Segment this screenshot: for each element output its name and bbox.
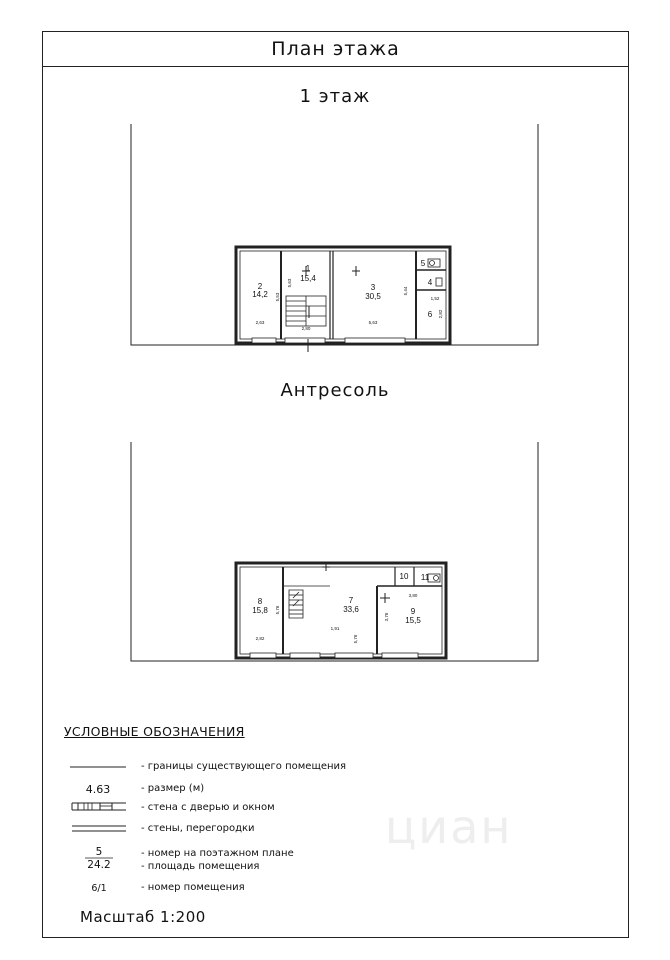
dimension-label: 5,44: [403, 286, 408, 296]
room-1-number: 1: [305, 264, 311, 273]
window: [252, 338, 276, 343]
dimension-label: 5,53: [275, 292, 280, 302]
room-2-area: 14,2: [252, 290, 268, 299]
legend-text-boundary: - границы существующего помещения: [141, 761, 347, 772]
door-marks: [322, 563, 390, 603]
window: [285, 338, 325, 343]
floor-1-plan: [131, 124, 538, 352]
dimension-label: 2,82: [438, 309, 443, 319]
dimension-label: 1,91: [330, 626, 340, 631]
cian-watermark: циан: [385, 800, 513, 854]
room-3-number: 3: [370, 283, 376, 292]
toilet-bowl-icon: [434, 576, 439, 581]
legend-title: УСЛОВНЫЕ ОБОЗНАЧЕНИЯ: [64, 724, 245, 739]
staircase: [289, 590, 303, 618]
legend-symbols: [70, 767, 126, 858]
room-1-area: 15,4: [300, 274, 316, 283]
room-8-area: 15,8: [252, 606, 268, 615]
dimension-label: 1,52: [430, 296, 440, 301]
room-7-area: 33,6: [343, 605, 359, 614]
legend-walls-symbol: [72, 826, 126, 831]
dimension-label: 5,63: [287, 278, 292, 288]
legend-plan-number-symbol: 5: [95, 846, 103, 858]
legend-text-plan-number: - номер на поэтажном плане: [141, 848, 294, 859]
dimension-label: 3,76: [384, 612, 389, 622]
window: [290, 653, 320, 658]
mezzanine-heading: Антресоль: [280, 380, 390, 401]
toilet-bowl-icon: [430, 261, 435, 266]
dimension-label: 3,80: [408, 593, 418, 598]
dimension-label: 5,63: [368, 320, 378, 325]
room-2-number: 2: [257, 282, 263, 291]
window: [335, 653, 373, 658]
room-4-number: 4: [427, 278, 433, 287]
legend-text-area: - площадь помещения: [141, 861, 260, 872]
room-6-number: 6: [427, 310, 433, 319]
sink-icon: [436, 278, 442, 286]
floor-1-heading: 1 этаж: [299, 86, 371, 107]
dimension-label: 5,76: [353, 634, 358, 644]
legend-dimension-symbol: 4.63: [85, 783, 111, 796]
staircase: [286, 296, 326, 326]
legend-text-walls: - стены, перегородки: [141, 823, 255, 834]
floor-1-boundary: [131, 124, 538, 345]
legend-area-symbol: 24.2: [87, 859, 111, 871]
room-9-area: 15,5: [405, 616, 421, 625]
room-3-area: 30,5: [365, 292, 381, 301]
dimension-label: 2,80: [301, 326, 311, 331]
mezzanine-plan: [131, 442, 538, 661]
window: [345, 338, 405, 343]
window: [250, 653, 276, 658]
dimension-label: 2,82: [255, 636, 265, 641]
room-8-number: 8: [257, 597, 263, 606]
legend-text-room-number: - номер помещения: [141, 882, 245, 893]
room-11-number: 11: [420, 573, 430, 582]
legend-room-number-symbol: 6/1: [91, 883, 107, 894]
room-7-number: 7: [348, 596, 354, 605]
dimension-label: 2,63: [255, 320, 265, 325]
sheet-title: План этажа: [43, 32, 628, 67]
room-10-number: 10: [399, 572, 409, 581]
window: [382, 653, 418, 658]
room-9-number: 9: [410, 607, 416, 616]
dimension-label: 5,76: [275, 605, 280, 615]
legend-wall-door-window-symbol: [72, 803, 126, 810]
legend-text-dimension: - размер (м): [141, 783, 205, 794]
floor-1-outer-wall: [236, 247, 450, 343]
room-5-number: 5: [420, 259, 426, 268]
legend-text-wall-door-window: - стена с дверью и окном: [141, 802, 275, 813]
scale-label: Масштаб 1:200: [80, 908, 206, 926]
